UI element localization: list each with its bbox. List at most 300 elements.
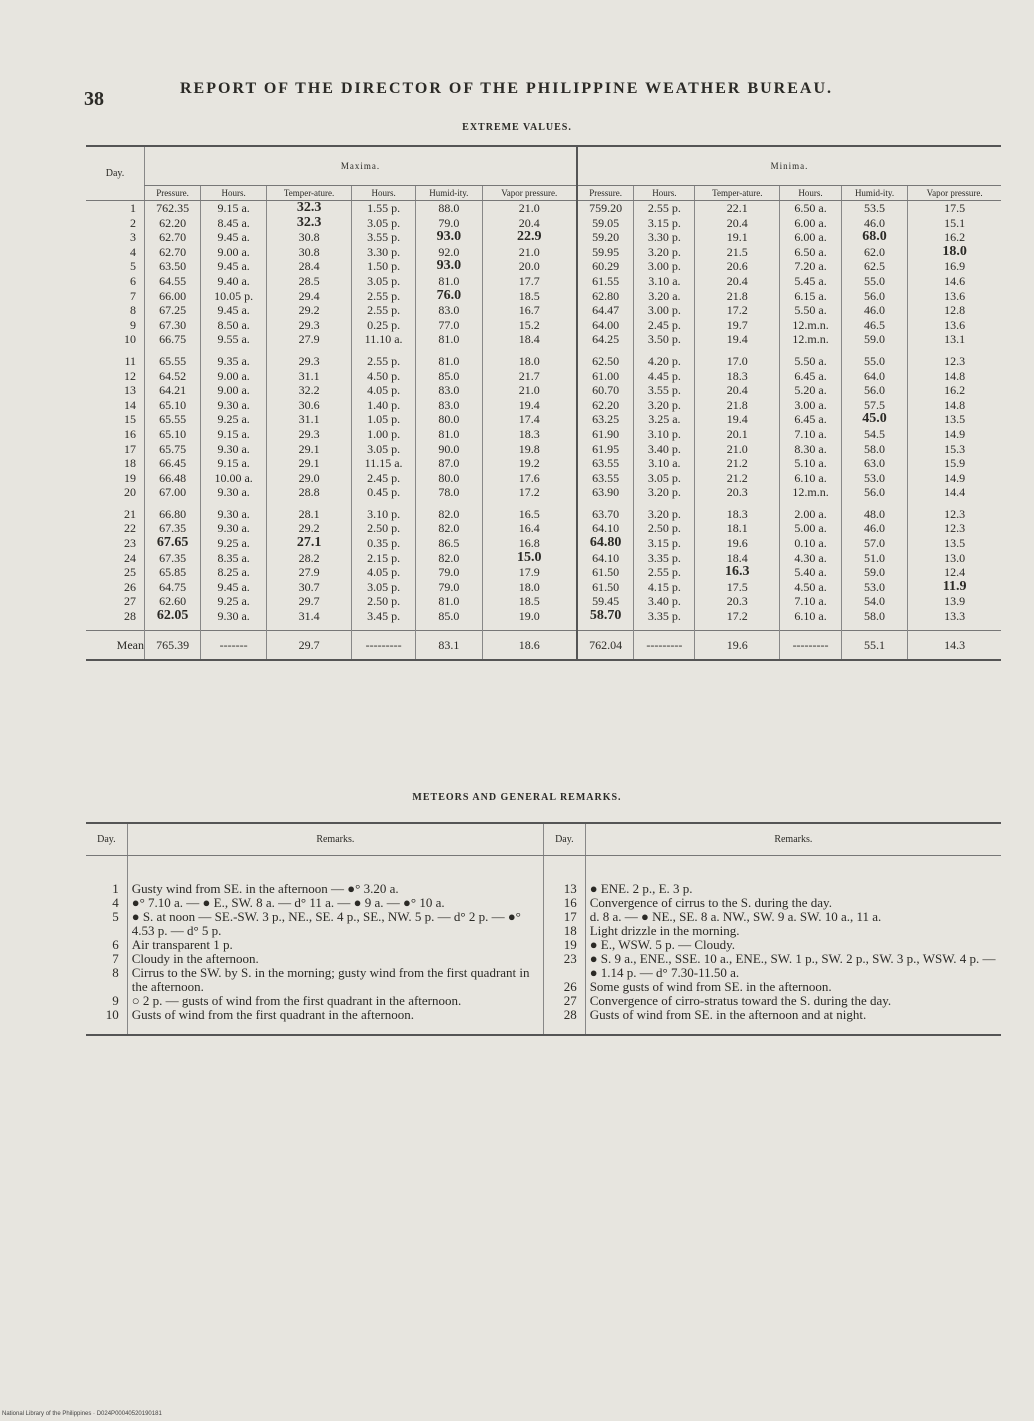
cell-max-temperature: 29.4 (267, 289, 352, 304)
remark-day: 23 (563, 951, 577, 966)
cell-max-pressure: 65.85 (145, 565, 201, 580)
cell-min-vapor: 12.3 (908, 347, 1001, 369)
cell-min-vapor: 17.5 (908, 201, 1001, 216)
cell-min-temp-hours: 7.20 a. (780, 259, 842, 274)
cell-min-temp-hours: 6.00 a. (780, 216, 842, 231)
cell-min-temp-hours: 3.00 a. (780, 398, 842, 413)
cell-min-temp-hours: 4.50 a. (780, 580, 842, 595)
cell-min-pressure: 61.90 (577, 427, 634, 442)
cell-min-vapor: 12.3 (908, 500, 1001, 522)
cell-min-temperature: 20.6 (695, 259, 780, 274)
remark-text: Cloudy in the afternoon. (131, 951, 259, 966)
cell-max-temp-hours: 2.50 p. (352, 521, 416, 536)
cell-max-temperature: 27.9 (267, 565, 352, 580)
cell-min-temp-hours: 6.50 a. (780, 201, 842, 216)
cell-max-temp-hours: 1.00 p. (352, 427, 416, 442)
cell-min-pressure: 58.70 (577, 609, 634, 630)
cell-min-temperature: 22.1 (695, 201, 780, 216)
cell-min-hours: 3.00 p. (634, 303, 695, 318)
table-row (86, 216, 1001, 231)
table-row (86, 609, 1001, 630)
cell-max-humidity: 79.0 (416, 216, 482, 231)
cell-min-temperature: 21.0 (695, 442, 780, 457)
cell-max-pressure: 64.55 (145, 274, 201, 289)
cell-max-temperature: 28.1 (267, 500, 352, 522)
remark-day: 5 (112, 909, 119, 924)
remark-day: 1 (112, 881, 119, 896)
cell-min-hours: 3.15 p. (634, 536, 695, 551)
cell-min-humidity: 62.0 (841, 245, 907, 260)
cell-min-vapor: 13.6 (908, 318, 1001, 333)
cell-min-humidity: 53.0 (841, 471, 907, 486)
cell-max-temp-hours: 3.55 p. (352, 230, 416, 245)
cell-max-humidity: 76.0 (416, 289, 482, 304)
table-row (86, 289, 1001, 304)
remark-text: Convergence of cirrus to the S. during the day. (589, 895, 832, 910)
mean-max-temp-hours: --------- (352, 630, 416, 660)
cell-min-pressure: 61.00 (577, 369, 634, 384)
page-number: 38 (84, 88, 104, 110)
remark-text: ● ENE. 2 p., E. 3 p. (589, 881, 693, 896)
mean-min-vapor: 14.3 (908, 630, 1001, 660)
remark-day: 28 (563, 1007, 577, 1022)
cell-max-pressure: 66.80 (145, 500, 201, 522)
table-row (86, 594, 1001, 609)
cell-day: 2 (130, 215, 136, 230)
cell-day: 16 (124, 426, 136, 441)
table-row (86, 580, 1001, 595)
cell-min-humidity: 55.0 (841, 274, 907, 289)
table-row (86, 318, 1001, 333)
cell-min-temperature: 19.1 (695, 230, 780, 245)
cell-min-hours: 3.25 a. (634, 412, 695, 427)
cell-max-hours: 9.00 a. (201, 245, 267, 260)
cell-min-humidity: 64.0 (841, 369, 907, 384)
cell-max-vapor: 19.0 (482, 609, 577, 630)
cell-max-pressure: 66.45 (145, 456, 201, 471)
cell-min-vapor: 12.4 (908, 565, 1001, 580)
cell-max-vapor: 18.0 (482, 347, 577, 369)
cell-min-temp-hours: 5.20 a. (780, 383, 842, 398)
cell-min-hours: 3.35 p. (634, 551, 695, 566)
cell-max-pressure: 67.25 (145, 303, 201, 318)
cell-day: 8 (130, 303, 136, 318)
right-remarks (585, 856, 1001, 1036)
header-left-day: Day. (86, 823, 127, 856)
table-row (86, 551, 1001, 566)
cell-max-humidity: 85.0 (416, 609, 482, 630)
cell-max-temp-hours: 3.05 p. (352, 442, 416, 457)
cell-min-vapor: 13.5 (908, 412, 1001, 427)
cell-max-pressure: 63.50 (145, 259, 201, 274)
cell-min-vapor: 14.8 (908, 369, 1001, 384)
cell-min-temp-hours: 6.45 a. (780, 412, 842, 427)
cell-min-temp-hours: 6.10 a. (780, 471, 842, 486)
cell-max-humidity: 80.0 (416, 412, 482, 427)
cell-min-humidity: 59.0 (841, 332, 907, 347)
running-head: REPORT OF THE DIRECTOR OF THE PHILIPPINE WEATHER BUREAU. (180, 80, 834, 97)
header-max-temperature: Temper-ature. (267, 186, 352, 201)
cell-min-temperature: 21.2 (695, 471, 780, 486)
mean-row (86, 630, 1001, 660)
cell-max-humidity: 93.0 (416, 259, 482, 274)
header-max-temp-hours: Hours. (352, 186, 416, 201)
cell-min-temperature: 18.3 (695, 500, 780, 522)
cell-max-pressure: 762.35 (145, 201, 201, 216)
cell-max-pressure: 65.10 (145, 427, 201, 442)
cell-max-temp-hours: 2.55 p. (352, 347, 416, 369)
left-days (86, 856, 127, 1036)
cell-max-hours: 9.00 a. (201, 383, 267, 398)
cell-min-pressure: 59.05 (577, 216, 634, 231)
cell-min-humidity: 46.5 (841, 318, 907, 333)
cell-min-temp-hours: 5.10 a. (780, 456, 842, 471)
cell-max-humidity: 83.0 (416, 398, 482, 413)
cell-min-temperature: 17.5 (695, 580, 780, 595)
cell-max-pressure: 66.75 (145, 332, 201, 347)
cell-min-temperature: 19.4 (695, 412, 780, 427)
cell-max-temp-hours: 1.55 p. (352, 201, 416, 216)
mean-min-humidity: 55.1 (841, 630, 907, 660)
cell-min-pressure: 59.95 (577, 245, 634, 260)
cell-max-humidity: 82.0 (416, 521, 482, 536)
left-remarks (127, 856, 543, 1036)
cell-max-temp-hours: 3.05 p. (352, 216, 416, 231)
cell-min-temp-hours: 6.50 a. (780, 245, 842, 260)
mean-max-hours: ------- (201, 630, 267, 660)
table-row (86, 201, 1001, 216)
cell-min-pressure: 62.50 (577, 347, 634, 369)
cell-max-hours: 9.45 a. (201, 580, 267, 595)
table-row (86, 383, 1001, 398)
cell-min-temp-hours: 5.40 a. (780, 565, 842, 580)
cell-min-vapor: 16.2 (908, 230, 1001, 245)
remark-day: 6 (112, 937, 119, 952)
cell-min-vapor: 13.3 (908, 609, 1001, 630)
cell-max-temp-hours: 1.50 p. (352, 259, 416, 274)
table-row (86, 303, 1001, 318)
cell-max-vapor: 18.5 (482, 289, 577, 304)
cell-day: 20 (124, 485, 136, 500)
remark-day: 18 (563, 923, 577, 938)
header-min-vapor: Vapor pressure. (908, 186, 1001, 201)
cell-min-temp-hours: 12.m.n. (780, 318, 842, 333)
cell-max-pressure: 67.65 (145, 536, 201, 551)
cell-max-vapor: 16.4 (482, 521, 577, 536)
cell-max-pressure: 67.30 (145, 318, 201, 333)
cell-max-pressure: 64.52 (145, 369, 201, 384)
cell-max-hours: 9.25 a. (201, 412, 267, 427)
cell-min-hours: 3.20 p. (634, 398, 695, 413)
cell-max-hours: 8.50 a. (201, 318, 267, 333)
table-row (86, 230, 1001, 245)
cell-max-humidity: 86.5 (416, 536, 482, 551)
header-min-hours: Hours. (634, 186, 695, 201)
remark-day: 7 (112, 951, 119, 966)
cell-min-temp-hours: 5.50 a. (780, 303, 842, 318)
cell-max-vapor: 18.5 (482, 594, 577, 609)
cell-max-hours: 9.25 a. (201, 536, 267, 551)
cell-day: 14 (124, 397, 136, 412)
cell-min-humidity: 53.0 (841, 580, 907, 595)
cell-day: 10 (124, 332, 136, 347)
cell-max-humidity: 92.0 (416, 245, 482, 260)
header-max-vapor: Vapor pressure. (482, 186, 577, 201)
cell-min-hours: 3.10 a. (634, 274, 695, 289)
cell-max-vapor: 20.0 (482, 259, 577, 274)
cell-min-humidity: 59.0 (841, 565, 907, 580)
cell-max-vapor: 18.4 (482, 332, 577, 347)
cell-min-pressure: 64.00 (577, 318, 634, 333)
cell-max-vapor: 19.4 (482, 398, 577, 413)
mean-min-temp-hours: --------- (780, 630, 842, 660)
cell-max-temperature: 28.4 (267, 259, 352, 274)
cell-day: 6 (130, 273, 136, 288)
cell-min-vapor: 15.3 (908, 442, 1001, 457)
cell-min-temperature: 19.7 (695, 318, 780, 333)
cell-min-vapor: 14.9 (908, 471, 1001, 486)
cell-day: 22 (124, 521, 136, 536)
cell-min-humidity: 68.0 (841, 230, 907, 245)
table-row (86, 398, 1001, 413)
cell-min-hours: 4.15 p. (634, 580, 695, 595)
cell-min-humidity: 56.0 (841, 289, 907, 304)
cell-min-temp-hours: 2.00 a. (780, 500, 842, 522)
remark-text: ● S. at noon — SE.-SW. 3 p., NE., SE. 4 p., SE., NW. 5 p. — d° 2 p. — ●° 4.53 p. — d° 5 p. (131, 909, 521, 938)
cell-max-temperature: 29.2 (267, 303, 352, 318)
cell-day: 1 (130, 201, 136, 215)
cell-max-temperature: 30.7 (267, 580, 352, 595)
cell-min-pressure: 61.50 (577, 580, 634, 595)
table-row (86, 332, 1001, 347)
mean-max-pressure: 765.39 (145, 630, 201, 660)
cell-min-vapor: 14.6 (908, 274, 1001, 289)
table-row (86, 536, 1001, 551)
remark-day: 27 (563, 993, 577, 1008)
cell-max-hours: 9.45 a. (201, 230, 267, 245)
cell-max-vapor: 21.0 (482, 201, 577, 216)
cell-max-temperature: 30.8 (267, 245, 352, 260)
cell-min-hours: 3.10 a. (634, 456, 695, 471)
cell-max-pressure: 67.35 (145, 521, 201, 536)
cell-max-temp-hours: 11.10 a. (352, 332, 416, 347)
cell-min-vapor: 15.9 (908, 456, 1001, 471)
table-row (86, 274, 1001, 289)
cell-min-humidity: 48.0 (841, 500, 907, 522)
cell-max-temp-hours: 3.05 p. (352, 274, 416, 289)
cell-min-vapor: 13.1 (908, 332, 1001, 347)
cell-max-vapor: 20.4 (482, 216, 577, 231)
cell-max-humidity: 82.0 (416, 500, 482, 522)
cell-max-vapor: 19.8 (482, 442, 577, 457)
header-left-remarks: Remarks. (127, 823, 543, 856)
cell-max-temperature: 29.3 (267, 427, 352, 442)
cell-max-humidity: 90.0 (416, 442, 482, 457)
remark-day: 26 (563, 979, 577, 994)
cell-min-temperature: 18.4 (695, 551, 780, 566)
cell-min-temp-hours: 6.45 a. (780, 369, 842, 384)
cell-min-hours: 3.05 p. (634, 471, 695, 486)
cell-max-hours: 9.30 a. (201, 485, 267, 500)
cell-max-temperature: 29.3 (267, 318, 352, 333)
cell-day: 13 (124, 383, 136, 398)
cell-max-temperature: 27.1 (267, 536, 352, 551)
cell-min-temperature: 18.3 (695, 369, 780, 384)
cell-day: 27 (124, 594, 136, 609)
cell-max-vapor: 16.5 (482, 500, 577, 522)
cell-min-pressure: 61.95 (577, 442, 634, 457)
cell-max-humidity: 83.0 (416, 303, 482, 318)
cell-day: 12 (124, 368, 136, 383)
cell-min-pressure: 60.70 (577, 383, 634, 398)
cell-max-hours: 9.30 a. (201, 500, 267, 522)
cell-min-temperature: 20.3 (695, 594, 780, 609)
cell-max-temp-hours: 4.05 p. (352, 565, 416, 580)
cell-max-humidity: 83.0 (416, 383, 482, 398)
remark-text: Gusty wind from SE. in the afternoon — ●° 3.20 a. (131, 881, 399, 896)
cell-max-temperature: 28.2 (267, 551, 352, 566)
cell-max-hours: 9.30 a. (201, 442, 267, 457)
header-maxima: Maxima. (145, 146, 577, 186)
cell-min-humidity: 54.0 (841, 594, 907, 609)
extreme-values-body (86, 201, 1001, 661)
cell-day: 19 (124, 470, 136, 485)
cell-max-pressure: 65.55 (145, 347, 201, 369)
meteors-table (86, 822, 1001, 1036)
cell-day: 24 (124, 550, 136, 565)
cell-min-temp-hours: 5.00 a. (780, 521, 842, 536)
remark-text: ● E., WSW. 5 p. — Cloudy. (589, 937, 736, 952)
cell-min-vapor: 16.9 (908, 259, 1001, 274)
cell-max-hours: 9.35 a. (201, 347, 267, 369)
cell-min-hours: 3.20 p. (634, 500, 695, 522)
cell-min-temp-hours: 0.10 a. (780, 536, 842, 551)
cell-min-vapor: 15.1 (908, 216, 1001, 231)
cell-max-vapor: 17.7 (482, 274, 577, 289)
cell-max-temperature: 27.9 (267, 332, 352, 347)
table-row (86, 442, 1001, 457)
cell-min-hours: 4.20 p. (634, 347, 695, 369)
remark-day: 9 (112, 993, 119, 1008)
cell-min-humidity: 58.0 (841, 609, 907, 630)
cell-min-temp-hours: 5.50 a. (780, 347, 842, 369)
table-row (86, 347, 1001, 369)
cell-max-hours: 10.00 a. (201, 471, 267, 486)
cell-min-temperature: 20.4 (695, 383, 780, 398)
header-day: Day. (86, 146, 145, 201)
cell-min-hours: 3.40 p. (634, 442, 695, 457)
cell-min-hours: 2.55 p. (634, 565, 695, 580)
cell-min-hours: 3.35 p. (634, 609, 695, 630)
cell-min-humidity: 57.5 (841, 398, 907, 413)
cell-min-vapor: 16.2 (908, 383, 1001, 398)
cell-day: 23 (124, 536, 136, 551)
cell-max-vapor: 15.2 (482, 318, 577, 333)
header-right-day: Day. (543, 823, 585, 856)
cell-min-vapor: 13.0 (908, 551, 1001, 566)
cell-max-hours: 9.45 a. (201, 259, 267, 274)
cell-max-pressure: 62.70 (145, 245, 201, 260)
cell-max-temp-hours: 2.55 p. (352, 303, 416, 318)
remark-text: Cirrus to the SW. by S. in the morning; gusty wind from the first quadrant in the afternoon. (131, 965, 530, 994)
mean-min-pressure: 762.04 (577, 630, 634, 660)
cell-min-pressure: 63.55 (577, 471, 634, 486)
cell-min-temp-hours: 12.m.n. (780, 332, 842, 347)
cell-max-hours: 9.30 a. (201, 609, 267, 630)
remark-text: Air transparent 1 p. (131, 937, 233, 952)
cell-max-pressure: 65.75 (145, 442, 201, 457)
cell-min-pressure: 61.55 (577, 274, 634, 289)
cell-max-temperature: 28.8 (267, 485, 352, 500)
cell-max-temperature: 30.6 (267, 398, 352, 413)
extreme-values-table (86, 145, 1001, 661)
cell-min-pressure: 64.47 (577, 303, 634, 318)
cell-min-temperature: 21.5 (695, 245, 780, 260)
mean-min-temperature: 19.6 (695, 630, 780, 660)
cell-max-pressure: 62.05 (145, 609, 201, 630)
cell-max-temperature: 29.7 (267, 594, 352, 609)
cell-max-temp-hours: 0.25 p. (352, 318, 416, 333)
header-min-temperature: Temper-ature. (695, 186, 780, 201)
cell-min-humidity: 58.0 (841, 442, 907, 457)
cell-min-temp-hours: 8.30 a. (780, 442, 842, 457)
cell-min-vapor: 14.8 (908, 398, 1001, 413)
mean-max-humidity: 83.1 (416, 630, 482, 660)
cell-min-vapor: 14.4 (908, 485, 1001, 500)
cell-max-vapor: 18.0 (482, 580, 577, 595)
cell-max-hours: 9.15 a. (201, 456, 267, 471)
cell-max-temp-hours: 11.15 a. (352, 456, 416, 471)
cell-min-vapor: 12.3 (908, 521, 1001, 536)
cell-max-temp-hours: 2.55 p. (352, 289, 416, 304)
cell-max-vapor: 16.7 (482, 303, 577, 318)
header-min-temp-hours: Hours. (780, 186, 842, 201)
cell-max-temperature: 29.1 (267, 442, 352, 457)
cell-min-temp-hours: 5.45 a. (780, 274, 842, 289)
cell-max-vapor: 17.4 (482, 412, 577, 427)
table-row (86, 471, 1001, 486)
cell-min-hours: 3.20 p. (634, 245, 695, 260)
cell-max-hours: 9.30 a. (201, 398, 267, 413)
cell-max-temperature: 29.0 (267, 471, 352, 486)
cell-max-vapor: 21.7 (482, 369, 577, 384)
cell-max-hours: 9.15 a. (201, 201, 267, 216)
header-min-pressure: Pressure. (577, 186, 634, 201)
cell-min-humidity: 46.0 (841, 521, 907, 536)
cell-min-hours: 2.55 p. (634, 201, 695, 216)
cell-min-pressure: 62.80 (577, 289, 634, 304)
cell-max-temperature: 30.8 (267, 230, 352, 245)
table-row (86, 500, 1001, 522)
cell-min-hours: 3.30 p. (634, 230, 695, 245)
cell-min-vapor: 11.9 (908, 580, 1001, 595)
cell-day: 21 (124, 506, 136, 521)
cell-day: 3 (130, 230, 136, 245)
cell-max-temp-hours: 3.10 p. (352, 500, 416, 522)
cell-max-hours: 9.40 a. (201, 274, 267, 289)
cell-min-pressure: 63.25 (577, 412, 634, 427)
header-max-pressure: Pressure. (145, 186, 201, 201)
cell-max-humidity: 81.0 (416, 594, 482, 609)
cell-min-humidity: 54.5 (841, 427, 907, 442)
cell-max-vapor: 21.0 (482, 245, 577, 260)
header-max-humidity: Humid-ity. (416, 186, 482, 201)
cell-min-hours: 3.00 p. (634, 259, 695, 274)
cell-min-pressure: 59.45 (577, 594, 634, 609)
remark-day: 17 (563, 909, 577, 924)
cell-day: 5 (130, 259, 136, 274)
remark-text: ○ 2 p. — gusts of wind from the first quadrant in the afternoon. (131, 993, 462, 1008)
